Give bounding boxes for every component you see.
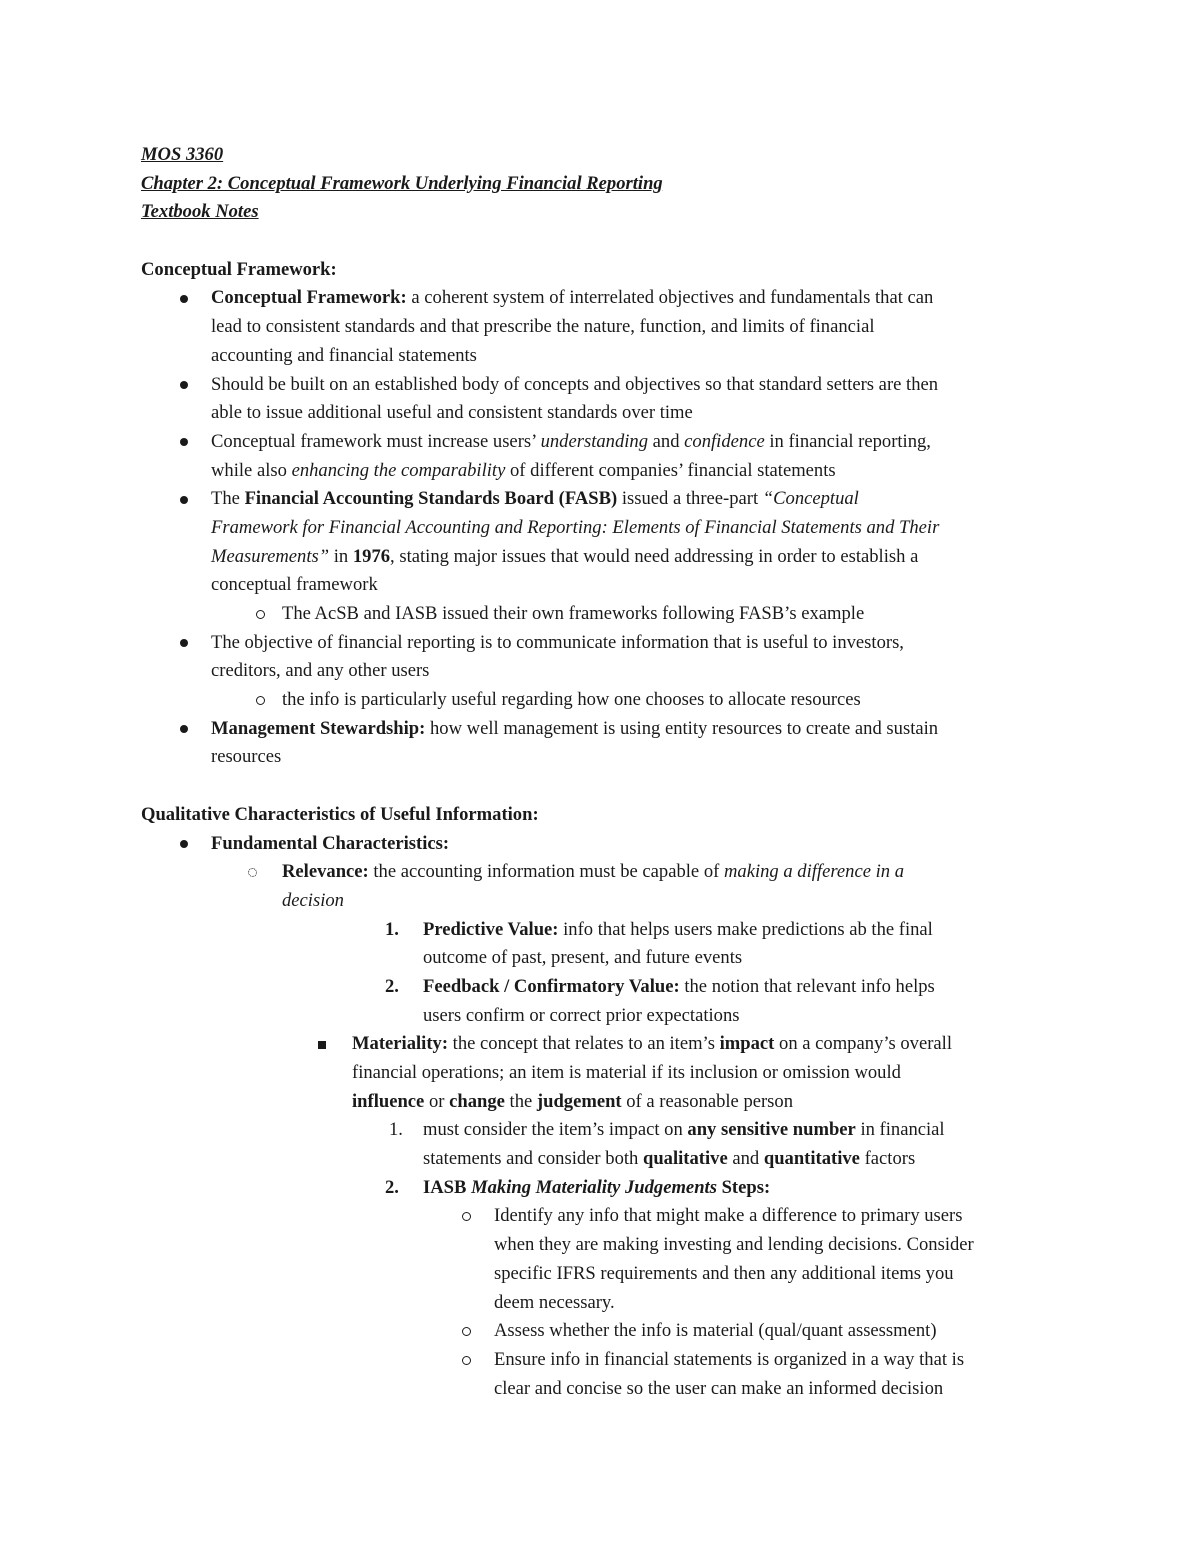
text: in financial xyxy=(855,1119,945,1141)
text: 1976 xyxy=(352,545,391,567)
text: decision xyxy=(282,889,344,911)
list-item xyxy=(141,1317,1061,1346)
list-item xyxy=(141,916,1061,973)
text: statements and consider both xyxy=(423,1148,643,1170)
text: the accounting information must be capable of xyxy=(368,861,724,883)
text: Framework for Financial Accounting and Reporting: Elements of Financial Statements and Their xyxy=(211,516,940,538)
text: users confirm or correct prior expectations xyxy=(423,1004,740,1026)
list-item xyxy=(141,1174,1061,1203)
term-label: Financial Accounting Standards Board (FASB) xyxy=(244,488,618,510)
text: deem necessary. xyxy=(494,1291,615,1313)
text: on a company’s overall xyxy=(774,1033,952,1055)
term-label: Materiality: xyxy=(352,1033,449,1055)
list-number: 2. xyxy=(385,1176,399,1198)
text: The xyxy=(211,488,245,510)
chapter-title: Chapter 2: Conceptual Framework Underlying Financial Reporting xyxy=(141,172,663,194)
course-code: MOS 3360 xyxy=(141,144,224,165)
text: factors xyxy=(859,1148,916,1170)
spacer xyxy=(141,227,1061,256)
term-label: Predictive Value: xyxy=(423,918,559,940)
text: Making Materiality Judgements xyxy=(471,1176,717,1198)
list-item xyxy=(141,428,1061,485)
notes-label: Textbook Notes xyxy=(141,201,259,223)
text: Conceptual framework must increase users’ xyxy=(211,430,541,452)
text: and xyxy=(727,1148,764,1170)
text: Assess whether the info is material (qual/quant assessment) xyxy=(494,1320,937,1342)
text: lead to consistent standards and that prescribe the nature, function, and limits of financial xyxy=(211,316,875,338)
bullet-circle-icon xyxy=(253,600,267,629)
text: specific IFRS requirements and then any additional items you xyxy=(494,1262,954,1284)
bullet-dot-icon xyxy=(177,284,191,313)
text: how well management is using entity resources to create and sustain xyxy=(425,717,939,739)
text: in xyxy=(329,545,353,567)
text: info that helps users make predictions ab the final xyxy=(558,918,933,940)
text: change xyxy=(449,1090,505,1112)
bullet-dot-icon xyxy=(177,485,191,514)
text: “Conceptual xyxy=(762,488,859,510)
term-label: Fundamental Characteristics: xyxy=(211,832,450,854)
text: must consider the item’s impact on xyxy=(423,1119,688,1141)
list-item xyxy=(141,858,1061,915)
list-item xyxy=(141,830,1061,859)
text: confidence xyxy=(684,430,765,452)
term-label: Management Stewardship: xyxy=(211,717,426,739)
bullet-dot-icon xyxy=(177,830,191,859)
bullet-dot-icon xyxy=(177,715,191,744)
text: Ensure info in financial statements is organized in a way that is xyxy=(494,1348,965,1370)
list-item xyxy=(141,973,1061,1030)
text: quantitative xyxy=(763,1148,860,1170)
text: Should be built on an established body of concepts and objectives so that standard setters are then xyxy=(211,373,939,395)
section-heading-qualitative: Qualitative Characteristics of Useful Information: xyxy=(141,803,539,825)
text: influence xyxy=(352,1090,425,1112)
text: the notion that relevant info helps xyxy=(679,975,935,997)
bullet-square-icon xyxy=(315,1030,329,1059)
term-label: Feedback / Confirmatory Value: xyxy=(423,975,680,997)
text: the concept that relates to an item’s xyxy=(448,1033,720,1055)
bullet-dot-icon xyxy=(177,629,191,658)
text: the info is particularly useful regarding how one chooses to allocate resources xyxy=(282,689,861,711)
list-item xyxy=(141,485,1061,600)
text: accounting and financial statements xyxy=(211,344,477,366)
bullet-circle-icon xyxy=(459,1202,473,1231)
text: resources xyxy=(211,746,282,768)
bullet-circle-icon xyxy=(459,1317,473,1346)
text: The objective of financial reporting is to communicate information that is useful to investors, xyxy=(211,631,904,653)
list-item xyxy=(141,284,1061,370)
term-label: Conceptual Framework: xyxy=(211,287,407,309)
text: when they are making investing and lending decisions. Consider xyxy=(494,1234,974,1256)
text: or xyxy=(424,1090,450,1112)
text: Measurements” xyxy=(211,545,330,567)
text: while also xyxy=(211,459,292,481)
spacer xyxy=(141,772,1061,801)
text: of different companies’ financial statements xyxy=(505,459,836,481)
text: creditors, and any other users xyxy=(211,660,430,682)
text: conceptual framework xyxy=(211,574,378,596)
text: , stating major issues that would need addressing in order to establish a xyxy=(390,545,919,567)
text: in financial reporting, xyxy=(764,430,931,452)
text: IASB xyxy=(423,1176,472,1198)
text: a coherent system of interrelated objectives and fundamentals that can xyxy=(406,287,934,309)
text: able to issue additional useful and consistent standards over time xyxy=(211,402,693,424)
section-heading-conceptual-framework: Conceptual Framework: xyxy=(141,258,337,280)
list-item xyxy=(141,1202,1061,1317)
list-item xyxy=(141,1030,1061,1116)
text: of a reasonable person xyxy=(621,1090,794,1112)
text: issued a three-part xyxy=(617,488,763,510)
text: The AcSB and IASB issued their own frameworks following FASB’s example xyxy=(282,603,865,624)
text: and xyxy=(648,430,685,452)
text: Steps: xyxy=(716,1176,771,1198)
list-item xyxy=(141,629,1061,686)
text: outcome of past, present, and future events xyxy=(423,947,743,969)
text: clear and concise so the user can make an informed decision xyxy=(494,1377,944,1399)
list-item xyxy=(141,600,1061,629)
list-item xyxy=(141,686,1061,715)
bullet-circle-icon xyxy=(459,1346,473,1375)
list-item xyxy=(141,1116,1061,1173)
text: qualitative xyxy=(642,1148,728,1170)
text: judgement xyxy=(536,1090,622,1112)
list-number: 1. xyxy=(385,918,399,940)
bullet-dot-icon xyxy=(177,428,191,457)
list-item xyxy=(141,1346,1061,1403)
text: making a difference in a xyxy=(723,861,905,883)
bullet-dot-icon xyxy=(177,371,191,400)
list-item xyxy=(141,715,1061,772)
text: any sensitive number xyxy=(687,1119,856,1141)
text: the xyxy=(504,1090,537,1112)
text: impact xyxy=(719,1033,775,1055)
list-number: 2. xyxy=(385,975,399,997)
text: enhancing the comparability xyxy=(291,459,506,481)
document-body xyxy=(141,141,1061,1403)
text: understanding xyxy=(540,430,649,452)
term-label: Relevance: xyxy=(282,861,369,883)
bullet-circle-icon xyxy=(253,686,267,715)
text: Identify any info that might make a difference to primary users xyxy=(494,1205,963,1227)
list-number: 1. xyxy=(389,1119,403,1141)
list-item xyxy=(141,371,1061,428)
bullet-dotted-circle-icon xyxy=(245,858,259,887)
text: financial operations; an item is material if its inclusion or omission would xyxy=(352,1062,901,1083)
